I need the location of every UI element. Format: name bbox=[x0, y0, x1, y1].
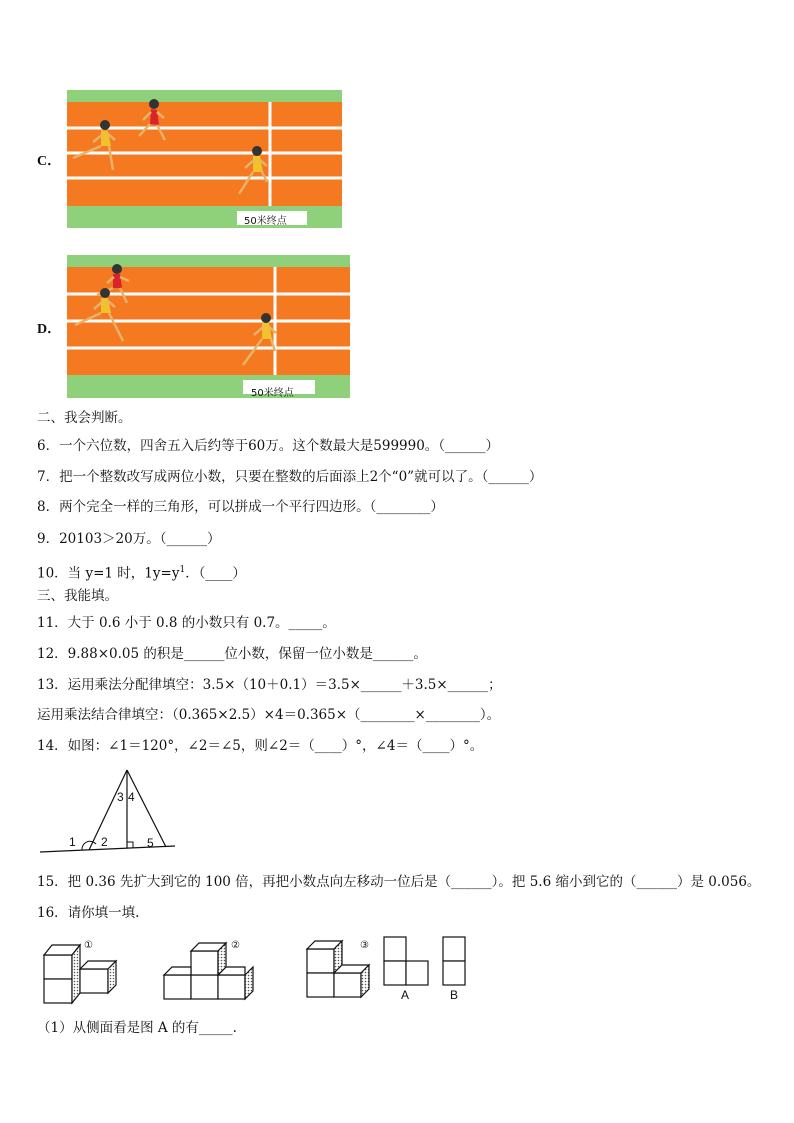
view-a bbox=[384, 937, 428, 985]
question-10-sup: 1 bbox=[179, 565, 186, 575]
figure-3-number: ③ bbox=[360, 940, 369, 951]
finish-line-label-d: 50米终点 bbox=[251, 388, 294, 399]
question-16: 16．请你填一填. bbox=[37, 905, 140, 921]
question-16-1: （1）从侧面看是图 A 的有_____. bbox=[37, 1020, 237, 1036]
finish-line-label-c: 50米终点 bbox=[244, 216, 287, 227]
question-12: 12．9.88×0.05 的积是______位小数，保留一位小数是______。 bbox=[37, 646, 427, 662]
angle-2-label: 2 bbox=[101, 835, 108, 849]
option-d-label: D． bbox=[37, 322, 62, 337]
question-13a: 13．运用乘法分配律填空：3.5×（10＋0.1）＝3.5×______＋3.5×______； bbox=[37, 677, 502, 693]
question-15: 15．把 0.36 先扩大到它的 100 倍，再把小数点向左移动一位后是（______）。把 5.6 缩小到它的（______）是 0.056。 bbox=[37, 874, 761, 890]
question-14: 14．如图：∠1＝120°，∠2＝∠5，则∠2＝（____）°，∠4＝（____）°。 bbox=[37, 738, 484, 754]
question-7: 7．把一个整数改写成两位小数，只要在整数的后面添上2个“0”就可以了。（______） bbox=[37, 469, 543, 485]
question-10-post: ．（____） bbox=[185, 565, 246, 582]
running-track-d bbox=[67, 255, 350, 398]
figure-2-number: ② bbox=[231, 940, 240, 951]
view-b bbox=[443, 937, 465, 985]
angle-3-label: 3 bbox=[117, 790, 124, 804]
section-fill-heading: 三、我能填。 bbox=[37, 588, 118, 604]
angle-1-label: 1 bbox=[69, 835, 76, 849]
cube-figure-1 bbox=[44, 945, 116, 1003]
view-b-label: B bbox=[450, 988, 459, 1002]
running-track-c bbox=[67, 90, 342, 228]
figure-1-number: ① bbox=[84, 940, 93, 951]
question-8: 8．两个完全一样的三角形，可以拼成一个平行四边形。（________） bbox=[37, 499, 444, 515]
question-10-pre: 10．当 y=1 时，1y=y bbox=[37, 565, 180, 582]
question-11: 11．大于 0.6 小于 0.8 的小数只有 0.7。_____。 bbox=[37, 615, 336, 631]
section-judge-heading: 二、我会判断。 bbox=[37, 410, 132, 426]
view-a-label: A bbox=[401, 988, 410, 1002]
cube-figure-2 bbox=[164, 943, 253, 999]
cube-figures bbox=[40, 935, 480, 1010]
question-9: 9．20103＞20万。（______） bbox=[37, 531, 221, 547]
option-c-label: C． bbox=[37, 154, 62, 169]
angle-5-label: 5 bbox=[147, 836, 154, 850]
question-6: 6．一个六位数，四舍五入后约等于60万。这个数最大是599990。（______） bbox=[37, 438, 500, 454]
question-10 bbox=[37, 561, 246, 583]
angle-4-label: 4 bbox=[128, 790, 135, 804]
question-13b: 运用乘法结合律填空：（0.365×2.5）×4＝0.365×（________×________）。 bbox=[37, 707, 501, 723]
